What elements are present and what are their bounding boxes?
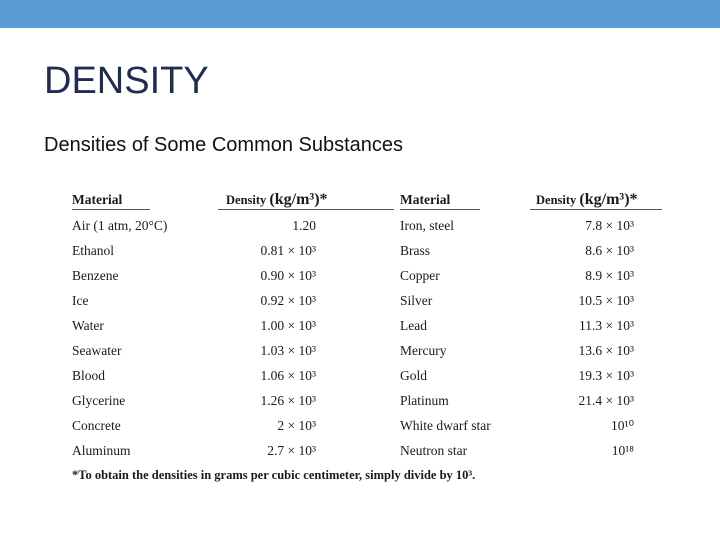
table-row: [72, 363, 662, 388]
right-density-cell: 7.8 × 10³: [585, 218, 634, 233]
right-density-cell: 19.3 × 10³: [578, 368, 634, 383]
left-material-cell: Air (1 atm, 20°C): [72, 218, 168, 233]
table-row: [72, 213, 662, 238]
header-material-right: Material: [400, 192, 451, 207]
left-density-cell: 1.20: [292, 218, 316, 233]
header-material-left: Material: [72, 192, 123, 207]
right-density-cell: 21.4 × 10³: [578, 393, 634, 408]
top-accent-bar: [0, 0, 720, 28]
table-row: [72, 413, 662, 438]
table-row: [72, 313, 662, 338]
right-material-cell: Gold: [400, 368, 427, 383]
right-material-cell: Iron, steel: [400, 218, 454, 233]
right-density-cell: 11.3 × 10³: [578, 318, 634, 333]
left-material-cell: Benzene: [72, 268, 119, 283]
header-density-left-unit: (kg/m³)*: [269, 191, 328, 208]
left-material-cell: Concrete: [72, 418, 121, 433]
right-material-cell: Neutron star: [400, 443, 468, 458]
right-material-cell: Platinum: [400, 393, 449, 408]
left-material-cell: Blood: [72, 368, 106, 383]
table-footnote: [72, 463, 662, 488]
table-row: [72, 238, 662, 263]
table-row: [72, 438, 662, 463]
header-rule-3: [400, 209, 480, 210]
footnote-text: *To obtain the densities in grams per cubic centimeter, simply divide by 10³.: [72, 468, 476, 482]
right-density-cell: 10¹⁸: [611, 443, 634, 458]
right-density-cell: 8.9 × 10³: [585, 268, 634, 283]
right-material-cell: Mercury: [400, 343, 447, 358]
left-density-cell: 1.03 × 10³: [260, 343, 316, 358]
right-material-cell: Copper: [400, 268, 440, 283]
left-material-cell: Aluminum: [72, 443, 131, 458]
header-rule-2: [218, 209, 394, 210]
left-material-cell: Ethanol: [72, 243, 114, 258]
left-density-cell: 2.7 × 10³: [267, 443, 316, 458]
header-rule-1: [72, 209, 150, 210]
right-material-cell: White dwarf star: [400, 418, 491, 433]
right-density-cell: 10.5 × 10³: [578, 293, 634, 308]
right-material-cell: Silver: [400, 293, 433, 308]
header-density-right-label: Density: [536, 193, 577, 207]
density-table: [72, 187, 662, 487]
right-material-cell: Brass: [400, 243, 430, 258]
left-density-cell: 0.90 × 10³: [260, 268, 316, 283]
right-density-cell: 10¹⁰: [611, 418, 634, 433]
table-row: [72, 288, 662, 313]
table-row: [72, 263, 662, 288]
left-density-cell: 0.92 × 10³: [260, 293, 316, 308]
left-material-cell: Water: [72, 318, 104, 333]
left-material-cell: Ice: [72, 293, 89, 308]
header-density-right-unit: (kg/m³)*: [579, 191, 638, 208]
table-row: [72, 338, 662, 363]
left-density-cell: 0.81 × 10³: [260, 243, 316, 258]
left-density-cell: 1.06 × 10³: [260, 368, 316, 383]
left-density-cell: 1.26 × 10³: [260, 393, 316, 408]
header-rule-4: [530, 209, 662, 210]
left-material-cell: Seawater: [72, 343, 122, 358]
left-material-cell: Glycerine: [72, 393, 126, 408]
left-density-cell: 2 × 10³: [277, 418, 316, 433]
header-density-left-label: Density: [226, 193, 267, 207]
left-density-cell: 1.00 × 10³: [260, 318, 316, 333]
right-density-cell: 8.6 × 10³: [585, 243, 634, 258]
right-material-cell: Lead: [400, 318, 427, 333]
slide-title: DENSITY: [44, 60, 209, 102]
right-density-cell: 13.6 × 10³: [578, 343, 634, 358]
slide-subtitle: Densities of Some Common Substances: [44, 134, 404, 156]
table-row: [72, 388, 662, 413]
table-header-row: [72, 187, 662, 212]
